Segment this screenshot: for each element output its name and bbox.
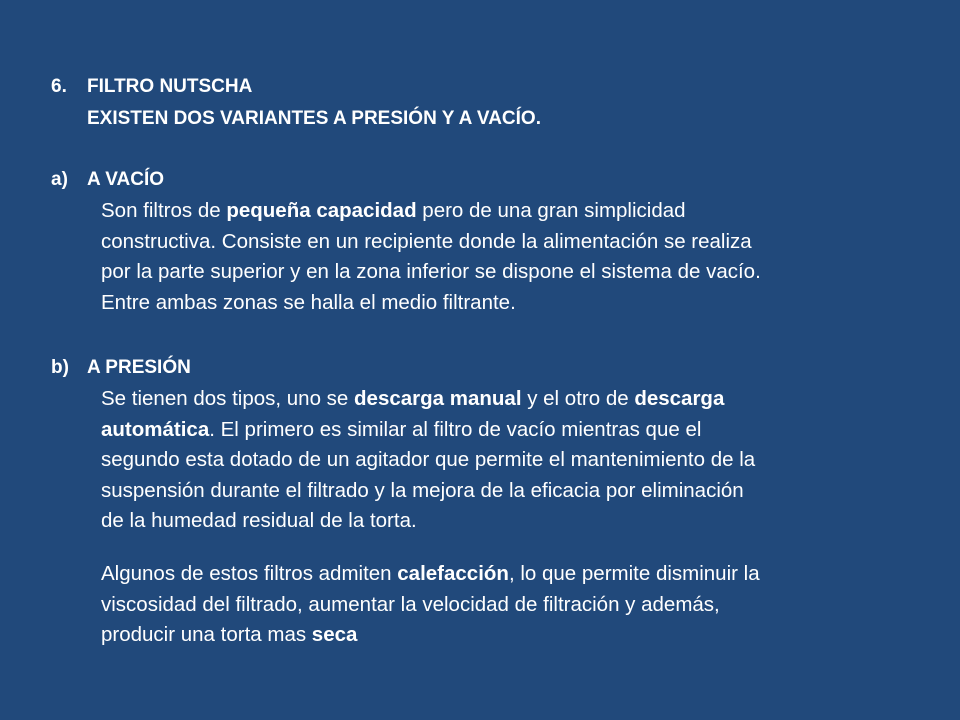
text-run: por la parte superior y en la zona inferior se dispone el sistema de vacío. [101, 260, 761, 283]
item-a-marker: a) [51, 169, 68, 190]
text-run: Se tienen dos tipos, uno se [101, 387, 355, 410]
paragraph-line [101, 620, 760, 651]
paragraph-line [101, 590, 760, 621]
text-run: y el otro de [521, 387, 635, 410]
item-a-paragraph [101, 196, 761, 318]
text-run: de la humedad residual de la torta. [101, 509, 417, 532]
text-run: Son filtros de [101, 199, 227, 222]
paragraph-line [101, 415, 755, 446]
paragraph-line [101, 476, 755, 507]
paragraph-line [101, 257, 761, 288]
item-a-heading: A VACÍO [87, 169, 165, 190]
bold-term: seca [311, 623, 358, 646]
text-run: constructiva. Consiste en un recipiente donde la alimentación se realiza [101, 229, 752, 253]
paragraph-line [101, 227, 761, 258]
text-run: Algunos de estos filtros admiten [101, 562, 398, 585]
bold-term: calefacción [397, 562, 509, 585]
paragraph-line [101, 196, 761, 227]
bold-term: automática [101, 417, 210, 441]
paragraph-line [101, 384, 755, 415]
section-subtitle: EXISTEN DOS VARIANTES A PRESIÓN Y A VACÍO. [87, 108, 541, 129]
section-number: 6. [51, 76, 67, 97]
text-run: producir una torta mas [101, 623, 312, 646]
text-run: segundo esta dotado de un agitador que permite el mantenimiento de la [101, 448, 756, 471]
text-run: Entre ambas zonas se halla el medio filtrante. [101, 290, 516, 314]
item-b-heading: A PRESIÓN [87, 357, 191, 378]
section-title: FILTRO NUTSCHA [87, 76, 253, 97]
paragraph-line [101, 506, 755, 537]
item-b-paragraph-2 [101, 559, 760, 651]
paragraph-line [101, 559, 760, 590]
item-b-marker: b) [51, 357, 69, 378]
text-run: . El primero es similar al filtro de vacío mientras que el [209, 417, 702, 441]
bold-term: descarga manual [354, 387, 522, 410]
item-b-paragraph [101, 384, 755, 537]
text-run: , lo que permite disminuir la [508, 562, 760, 585]
text-run: pero de una gran simplicidad [416, 199, 686, 222]
text-run: viscosidad del filtrado, aumentar la velocidad de filtración y además, [101, 592, 720, 616]
bold-term: descarga [634, 387, 725, 410]
paragraph-line [101, 288, 761, 319]
text-run: suspensión durante el filtrado y la mejora de la eficacia por eliminación [101, 478, 744, 502]
bold-term: pequeña capacidad [226, 199, 417, 222]
paragraph-line [101, 445, 755, 476]
